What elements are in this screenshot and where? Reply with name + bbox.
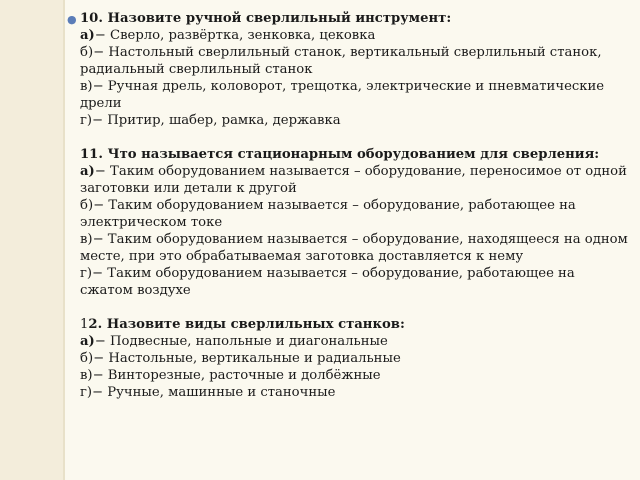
- question-10: [67, 10, 628, 129]
- spacer: [80, 299, 628, 316]
- bullet-icon: ●: [67, 13, 77, 26]
- left-decorative-band: [0, 0, 65, 480]
- answer-d: г)− Притир, шабер, рамка, державка: [80, 113, 341, 128]
- slide-text-body: [67, 10, 628, 401]
- answer-b: б)− Таким оборудованием называется – оборудование, работающее на электрическом токе: [80, 198, 576, 230]
- answer-b: б)− Настольные, вертикальные и радиальные: [80, 351, 401, 366]
- answer-d: г)− Таким оборудованием называется – оборудование, работающее на сжатом воздухе: [80, 266, 575, 298]
- answer-d: г)− Ручные, машинные и станочные: [80, 385, 336, 400]
- question-title: 11. Что называется стационарным оборудованием для сверления:: [80, 147, 600, 162]
- question-title: 10. Назовите ручной сверлильный инструмент:: [80, 11, 452, 26]
- answer-c: в)− Ручная дрель, коловорот, трещотка, электрические и пневматические дрели: [80, 79, 605, 111]
- question-12: [80, 316, 628, 401]
- question-title: 12. Назовите виды сверлильных станков:: [80, 317, 405, 332]
- spacer: [80, 129, 628, 146]
- answer-a: а)− Подвесные, напольные и диагональные: [80, 334, 388, 349]
- answer-a: а)− Сверло, развёртка, зенковка, цековка: [80, 28, 376, 43]
- answer-a: а)− Таким оборудованием называется – оборудование, переносимое от одной заготовки или детали к другой: [80, 164, 627, 196]
- answer-c: в)− Таким оборудованием называется – оборудование, находящееся на одном месте, при это обрабатываемая заготовка доставляется к нему: [80, 232, 628, 264]
- answer-c: в)− Винторезные, расточные и долбёжные: [80, 368, 381, 383]
- question-11: [80, 146, 628, 299]
- answer-b: б)− Настольный сверлильный станок, вертикальный сверлильный станок, радиальный сверлильный станок: [80, 45, 602, 77]
